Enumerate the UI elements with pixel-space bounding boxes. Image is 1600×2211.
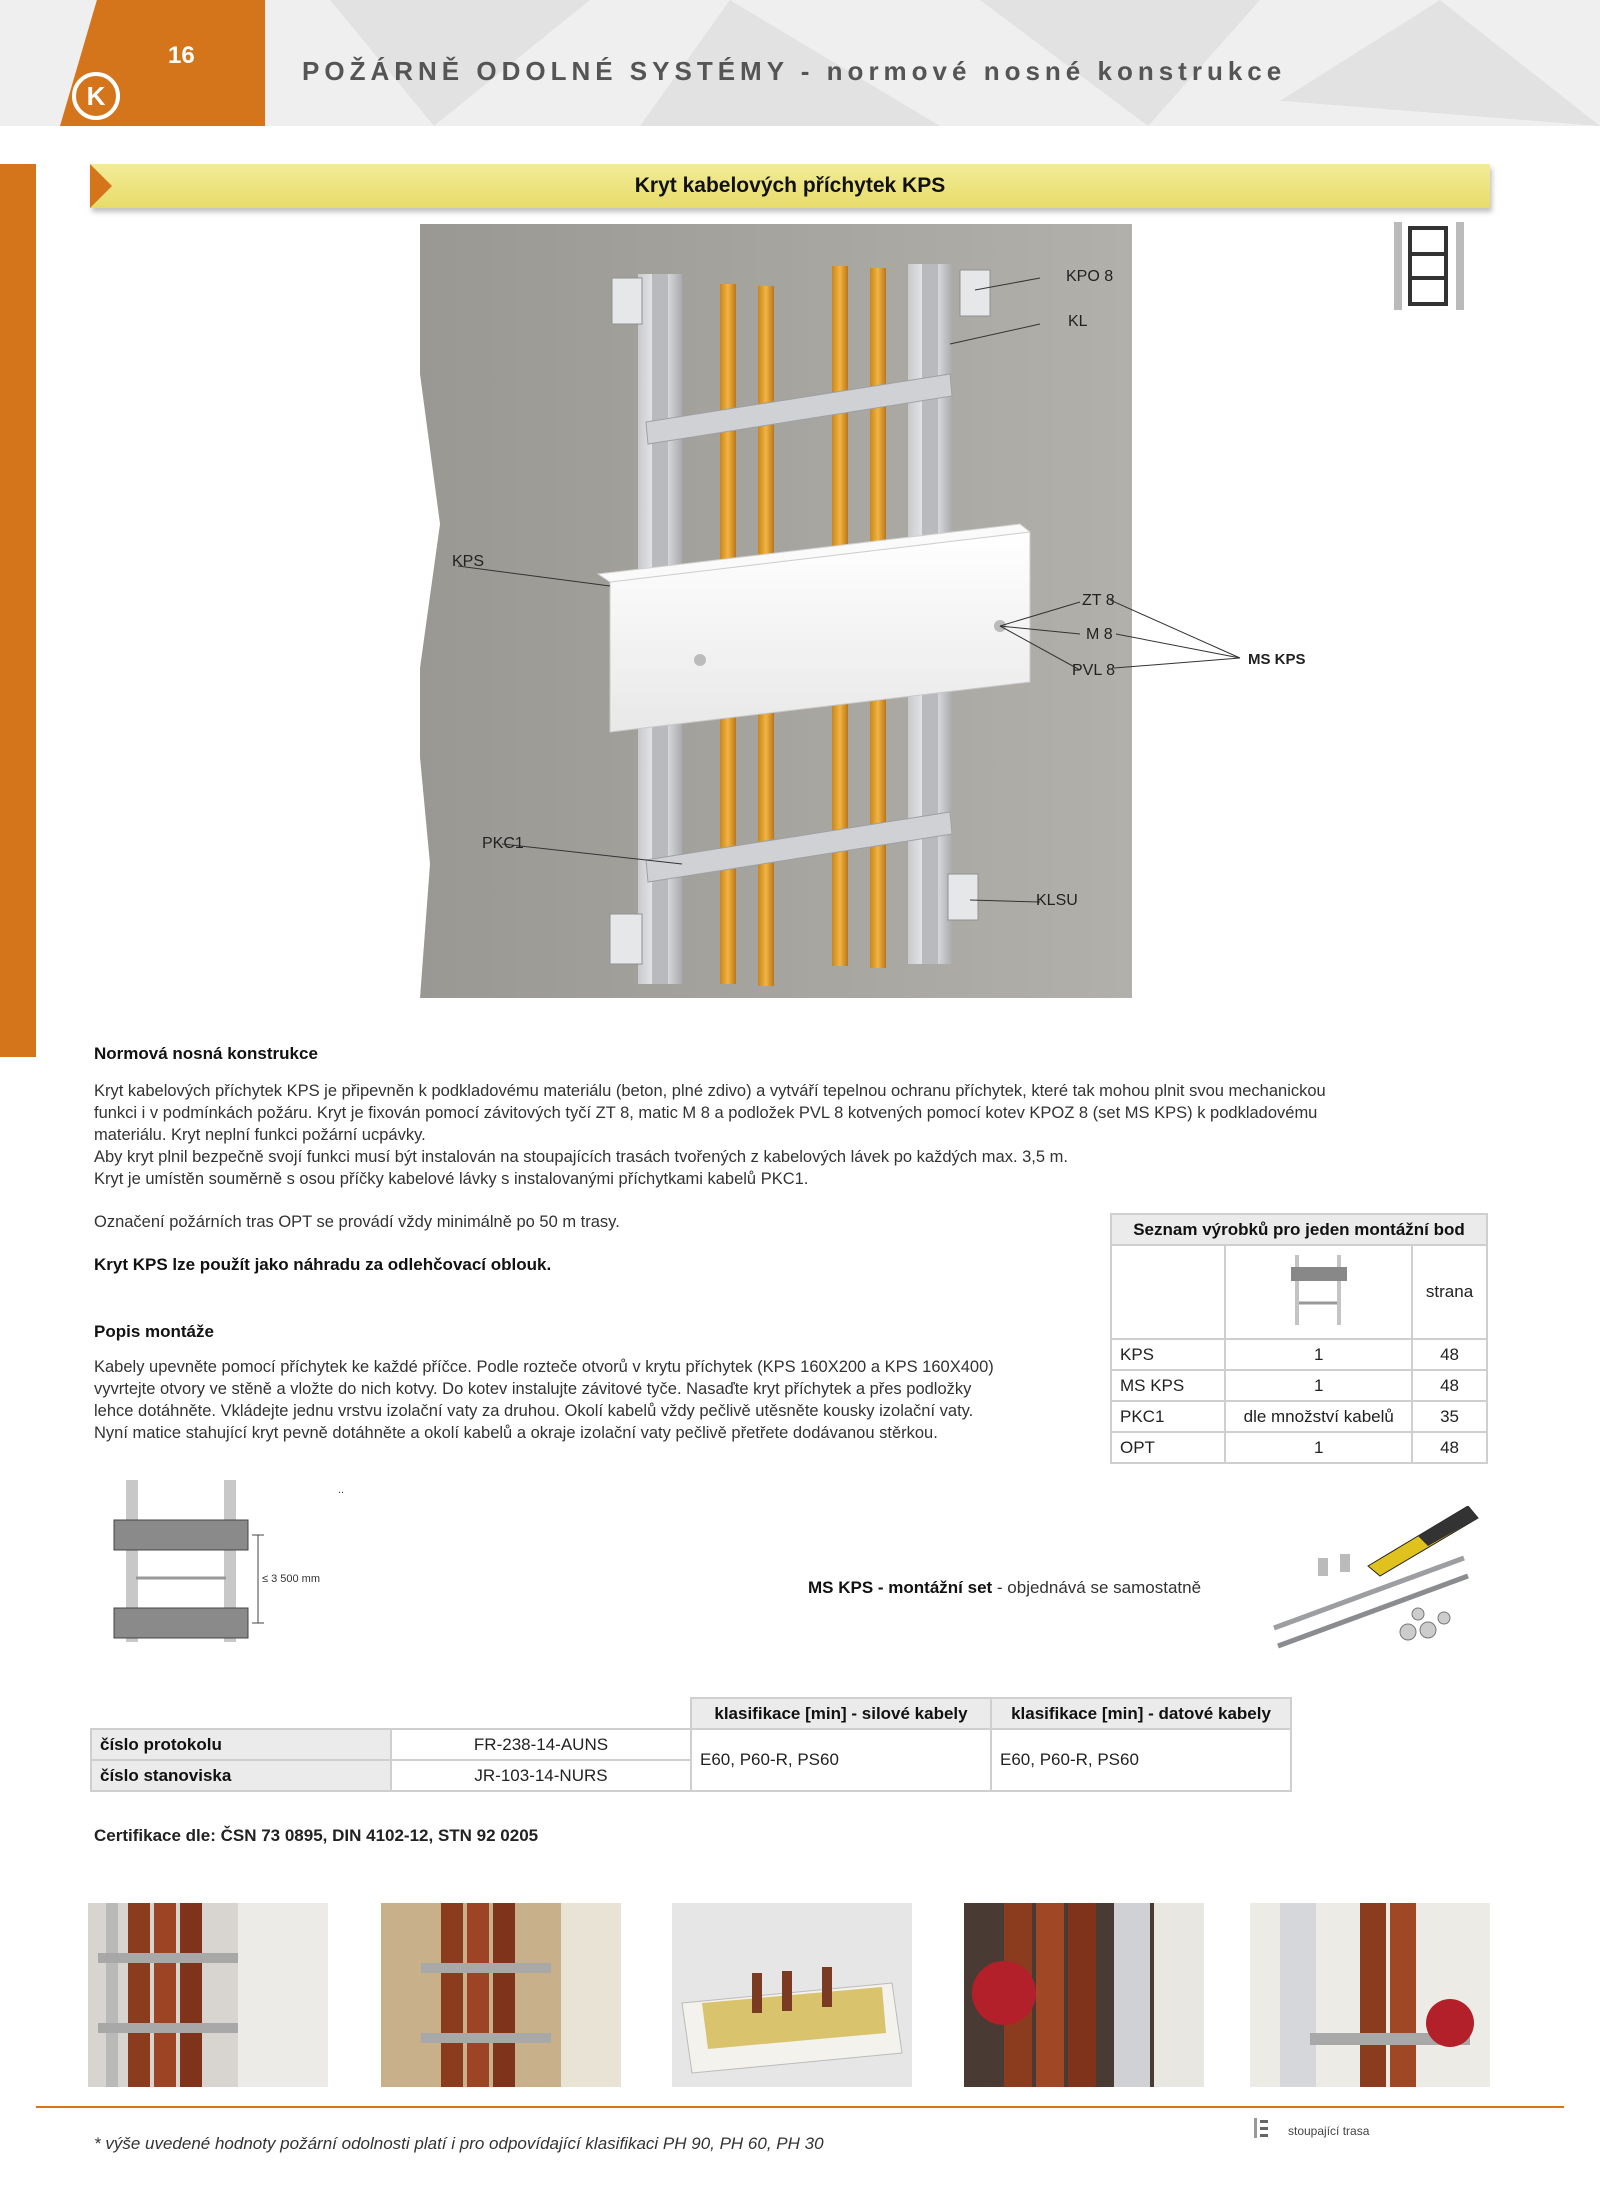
installation-photo: [964, 1903, 1204, 2087]
label-zt8: ZT 8: [1082, 592, 1115, 609]
header-title: POŽÁRNĚ ODOLNÉ SYSTÉMY - normové nosné konstrukce: [302, 56, 1287, 86]
product-qty: 1: [1225, 1432, 1412, 1463]
assembly-line: Kabely upevněte pomocí příchytek ke každé příčce. Podle rozteče otvorů v krytu příchytek (KPS 160X200 a KPS 160X400): [94, 1358, 994, 1376]
empty-cell: [391, 1698, 691, 1729]
product-table-title: Seznam výrobků pro jeden montážní bod: [1111, 1214, 1487, 1245]
product-qty: dle množství kabelů: [1225, 1401, 1412, 1432]
ms-kps-caption: [808, 1578, 1201, 1598]
bold-note: Kryt KPS lze použít jako náhradu za odlehčovací oblouk.: [94, 1255, 552, 1274]
product-name: KPS: [1111, 1339, 1225, 1370]
label-klsu: KLSU: [1036, 892, 1078, 909]
assembly-paragraph: [94, 1356, 1094, 1444]
construction-line: materiálu. Kryt neplní funkci požární ucpávky.: [94, 1126, 426, 1144]
construction-line: Aby kryt plnil bezpečně svojí funkci musí být instalován na stoupajících trasách tvořených z kabelových lávek po každých max. 3,5 m.: [94, 1148, 1068, 1166]
power-cables-header: klasifikace [min] - silové kabely: [691, 1698, 991, 1729]
installation-photos: [88, 1903, 1490, 2087]
spacing-diagram: [100, 1480, 360, 1642]
table-row: [1111, 1432, 1487, 1463]
product-page: 35: [1412, 1401, 1487, 1432]
product-qty: 1: [1225, 1339, 1412, 1370]
footer-divider: [36, 2106, 1564, 2108]
certification: Certifikace dle: ČSN 73 0895, DIN 4102-12, STN 92 0205: [94, 1826, 539, 1845]
section-title-bar: [90, 164, 1490, 208]
installation-photo: [1250, 1903, 1490, 2087]
construction-line: Kryt je umístěn souměrně s osou příčky kabelové lávky s instalovanými příchytkami kabelů PKC1.: [94, 1170, 809, 1188]
table-row: [1111, 1401, 1487, 1432]
construction-heading: Normová nosná konstrukce: [94, 1044, 318, 1063]
label-ms-kps: MS KPS: [1248, 651, 1306, 668]
label-kl: KL: [1068, 313, 1088, 330]
opt-note: Označení požárních tras OPT se provádí vždy minimálně po 50 m trasy.: [94, 1213, 620, 1231]
table-row: [1111, 1370, 1487, 1401]
product-name: MS KPS: [1111, 1370, 1225, 1401]
construction-line: Kryt kabelových příchytek KPS je připevněn k podkladovému materiálu (beton, plné zdivo) a vytváří tepelnou ochranu příchytek, které tak mohou plnit svou mechanickou: [94, 1082, 1326, 1100]
table-ladder-icon-cell: [1225, 1245, 1412, 1339]
section-title: Kryt kabelových příchytek KPS: [634, 174, 946, 197]
product-page: 48: [1412, 1432, 1487, 1463]
table-empty-cell: [1111, 1245, 1225, 1339]
data-cables-header: klasifikace [min] - datové kabely: [991, 1698, 1291, 1729]
spacing-label: ≤ 3 500 mm: [262, 1573, 321, 1585]
route-label: stoupající trasa: [1288, 2124, 1370, 2138]
product-name: PKC1: [1111, 1401, 1225, 1432]
page-column-header: strana: [1412, 1245, 1487, 1339]
ladder-icon: [1289, 1255, 1349, 1325]
installation-photo: [672, 1903, 912, 2087]
spacing-dots: ..: [338, 1484, 345, 1496]
opinion-label: číslo stanoviska: [91, 1760, 391, 1791]
label-kpo8: KPO 8: [1066, 268, 1114, 285]
product-page: 48: [1412, 1339, 1487, 1370]
protocol-label: číslo protokolu: [91, 1729, 391, 1760]
left-accent-bar: [0, 164, 36, 1057]
product-name: OPT: [1111, 1432, 1225, 1463]
table-row: [91, 1729, 1291, 1760]
label-kps: KPS: [452, 553, 485, 570]
classification-table: [90, 1697, 1292, 1792]
footnote: * výše uvedené hodnoty požární odolnosti platí i pro odpovídající klasifikaci PH 90, PH 60, PH 30: [94, 2134, 824, 2153]
product-qty: 1: [1225, 1370, 1412, 1401]
opinion-value: JR-103-14-NURS: [391, 1760, 691, 1791]
ms-kps-caption-rest: - objednává se samostatně: [992, 1578, 1202, 1597]
page-number: 16: [168, 42, 195, 69]
assembly-heading: Popis montáže: [94, 1322, 214, 1341]
label-pvl8: PVL 8: [1072, 662, 1115, 679]
label-m8: M 8: [1086, 626, 1113, 643]
mounting-kit-image: [1268, 1506, 1490, 1654]
table-row: [1111, 1339, 1487, 1370]
assembly-line: Nyní matice stahující kryt pevně dotáhněte a okolí kabelů a okraje izolační vaty pečlivě přetřete dodávanou stěrkou.: [94, 1424, 938, 1442]
label-pkc1: PKC1: [482, 835, 524, 852]
ms-kps-leaders: [1110, 596, 1250, 676]
product-list-table: [1110, 1213, 1488, 1464]
ms-kps-caption-bold: MS KPS - montážní set: [808, 1578, 993, 1597]
assembly-line: vyvrtejte otvory ve stěně a vložte do nich kotvy. Do kotev instalujte závitové tyče. Nasaďte kryt příchytek a přes podložky: [94, 1380, 972, 1398]
data-classification: E60, P60-R, PS60: [991, 1729, 1291, 1791]
empty-cell: [91, 1698, 391, 1729]
product-page: 48: [1412, 1370, 1487, 1401]
installation-photo: [88, 1903, 328, 2087]
company-logo: K: [72, 72, 120, 120]
ladder-route-icon: [1254, 2118, 1270, 2138]
construction-paragraph: [94, 1080, 1494, 1190]
assembly-line: lehce dotáhněte. Vkládejte jednu vrstvu izolační vaty za druhou. Okolí kabelů vždy pečlivě utěsněte kousky izolační vaty.: [94, 1402, 974, 1420]
product-illustration: [420, 224, 1132, 998]
protocol-value: FR-238-14-AUNS: [391, 1729, 691, 1760]
construction-line: funkci i v podmínkách požáru. Kryt je fixován pomocí závitových tyčí ZT 8, matic M 8 a podložek PVL 8 kotvených pomocí kotev KPOZ 8 (set MS KPS) k podkladovému: [94, 1104, 1318, 1122]
power-classification: E60, P60-R, PS60: [691, 1729, 991, 1791]
vertical-route-icon: [1392, 222, 1472, 310]
installation-photo: [381, 1903, 621, 2087]
